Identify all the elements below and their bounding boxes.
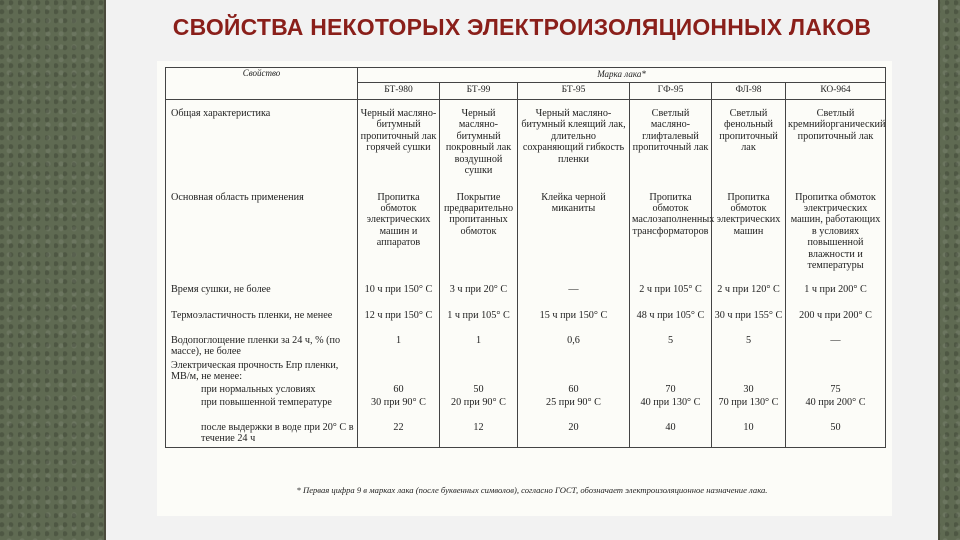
table-cell: Пропитка обмоток электрических машин и аппаратов	[358, 192, 440, 284]
grade-header: БТ-95	[518, 83, 630, 100]
table-cell: 15 ч при 150° С	[518, 310, 630, 335]
header-property: Свойство	[166, 68, 358, 100]
table-cell: Пропитка обмоток маслозаполненных трансформаторов	[630, 192, 712, 284]
table-cell: Пропитка обмоток электрических машин	[712, 192, 786, 284]
grade-header: КО-964	[786, 83, 886, 100]
row-label	[166, 384, 358, 397]
table-cell: —	[786, 335, 886, 360]
table-row	[166, 335, 886, 360]
table-cell: 3 ч при 20° С	[440, 284, 518, 310]
row-label: Время сушки, не более	[166, 284, 358, 310]
table-cell: 1	[358, 335, 440, 360]
table-cell: Покрытие предварительно пропитанных обмоток	[440, 192, 518, 284]
scanned-table-image	[157, 61, 892, 516]
table-cell: 12	[440, 422, 518, 448]
table-cell: 2 ч при 120° С	[712, 284, 786, 310]
table-cell: 1	[440, 335, 518, 360]
table-cell: 30 при 90° С	[358, 397, 440, 422]
grade-header: ФЛ-98	[712, 83, 786, 100]
row-label: Электрическая прочность Eпр пленки, МВ/м, не менее:	[166, 360, 358, 384]
table-cell: 10 ч при 150° С	[358, 284, 440, 310]
table-cell: Черный масляно-битумный пропиточный лак горячей сушки	[358, 100, 440, 192]
table-row	[166, 192, 886, 284]
table-row	[166, 310, 886, 335]
table-row	[166, 284, 886, 310]
table-cell: Светлый кремнийорганический пропиточный лак	[786, 100, 886, 192]
row-label	[166, 422, 358, 448]
table-cell: 70 при 130° С	[712, 397, 786, 422]
table-cell: 40	[630, 422, 712, 448]
table-cell: 1 ч при 200° С	[786, 284, 886, 310]
table-cell: 200 ч при 200° С	[786, 310, 886, 335]
table-cell: 5	[630, 335, 712, 360]
table-cell: 5	[712, 335, 786, 360]
table-row	[166, 422, 886, 448]
table-cell: Светлый масляно-глифталевый пропиточный лак	[630, 100, 712, 192]
row-label: Термоэластичность пленки, не менее	[166, 310, 358, 335]
table-cell: 25 при 90° С	[518, 397, 630, 422]
table-cell: 70	[630, 384, 712, 397]
table-row	[166, 384, 886, 397]
table-cell: Черный масляно-битумный клеящий лак, длительно сохраняющий гибкость пленки	[518, 100, 630, 192]
table-cell: 20 при 90° С	[440, 397, 518, 422]
table-row	[166, 100, 886, 192]
grade-header: БТ-980	[358, 83, 440, 100]
table-cell: 50	[786, 422, 886, 448]
table-cell: 60	[358, 384, 440, 397]
table-cell: 20	[518, 422, 630, 448]
row-label: Водопоглощение пленки за 24 ч, % (по массе), не более	[166, 335, 358, 360]
table-cell: 12 ч при 150° С	[358, 310, 440, 335]
row-label: Общая характеристика	[166, 100, 358, 192]
lacquer-properties-table	[165, 67, 886, 448]
table-cell: —	[518, 284, 630, 310]
table-row	[166, 360, 886, 384]
slide-title: СВОЙСТВА НЕКОТОРЫХ ЭЛЕКТРОИЗОЛЯЦИОННЫХ ЛАКОВ	[172, 14, 872, 40]
table-cell: Клейка черной миканиты	[518, 192, 630, 284]
table-cell: 10	[712, 422, 786, 448]
sub-label: после выдержки в воде при 20° С в течение 24 ч	[201, 421, 354, 444]
row-label: Основная область применения	[166, 192, 358, 284]
grade-header: ГФ-95	[630, 83, 712, 100]
table-cell: 48 ч при 105° С	[630, 310, 712, 335]
table-cell: 75	[786, 384, 886, 397]
row-label	[166, 397, 358, 422]
table-footnote: * Первая цифра 9 в марках лака (после буквенных символов), согласно ГОСТ, обозначает электроизоляционное назначение лака.	[296, 485, 768, 495]
sub-label: при повышенной температуре	[201, 396, 332, 408]
table-cell: 0,6	[518, 335, 630, 360]
table-cell: 1 ч при 105° С	[440, 310, 518, 335]
table-cell: 60	[518, 384, 630, 397]
table-cell: 30	[712, 384, 786, 397]
table-cell: 40 при 200° С	[786, 397, 886, 422]
header-brand: Марка лака*	[358, 68, 886, 83]
table-row	[166, 397, 886, 422]
grade-header: БТ-99	[440, 83, 518, 100]
table-cell: Пропитка обмоток электрических машин, работающих в условиях повышенной влажности и температуры	[786, 192, 886, 284]
table-cell: 50	[440, 384, 518, 397]
table-cell: Черный масляно-битумный покровный лак воздушной сушки	[440, 100, 518, 192]
table-cell: 2 ч при 105° С	[630, 284, 712, 310]
table-cell: 40 при 130° С	[630, 397, 712, 422]
table-cell: 30 ч при 155° С	[712, 310, 786, 335]
table-cell: Светлый фенольный пропиточный лак	[712, 100, 786, 192]
sub-label: при нормальных условиях	[201, 383, 316, 395]
table-cell: 22	[358, 422, 440, 448]
